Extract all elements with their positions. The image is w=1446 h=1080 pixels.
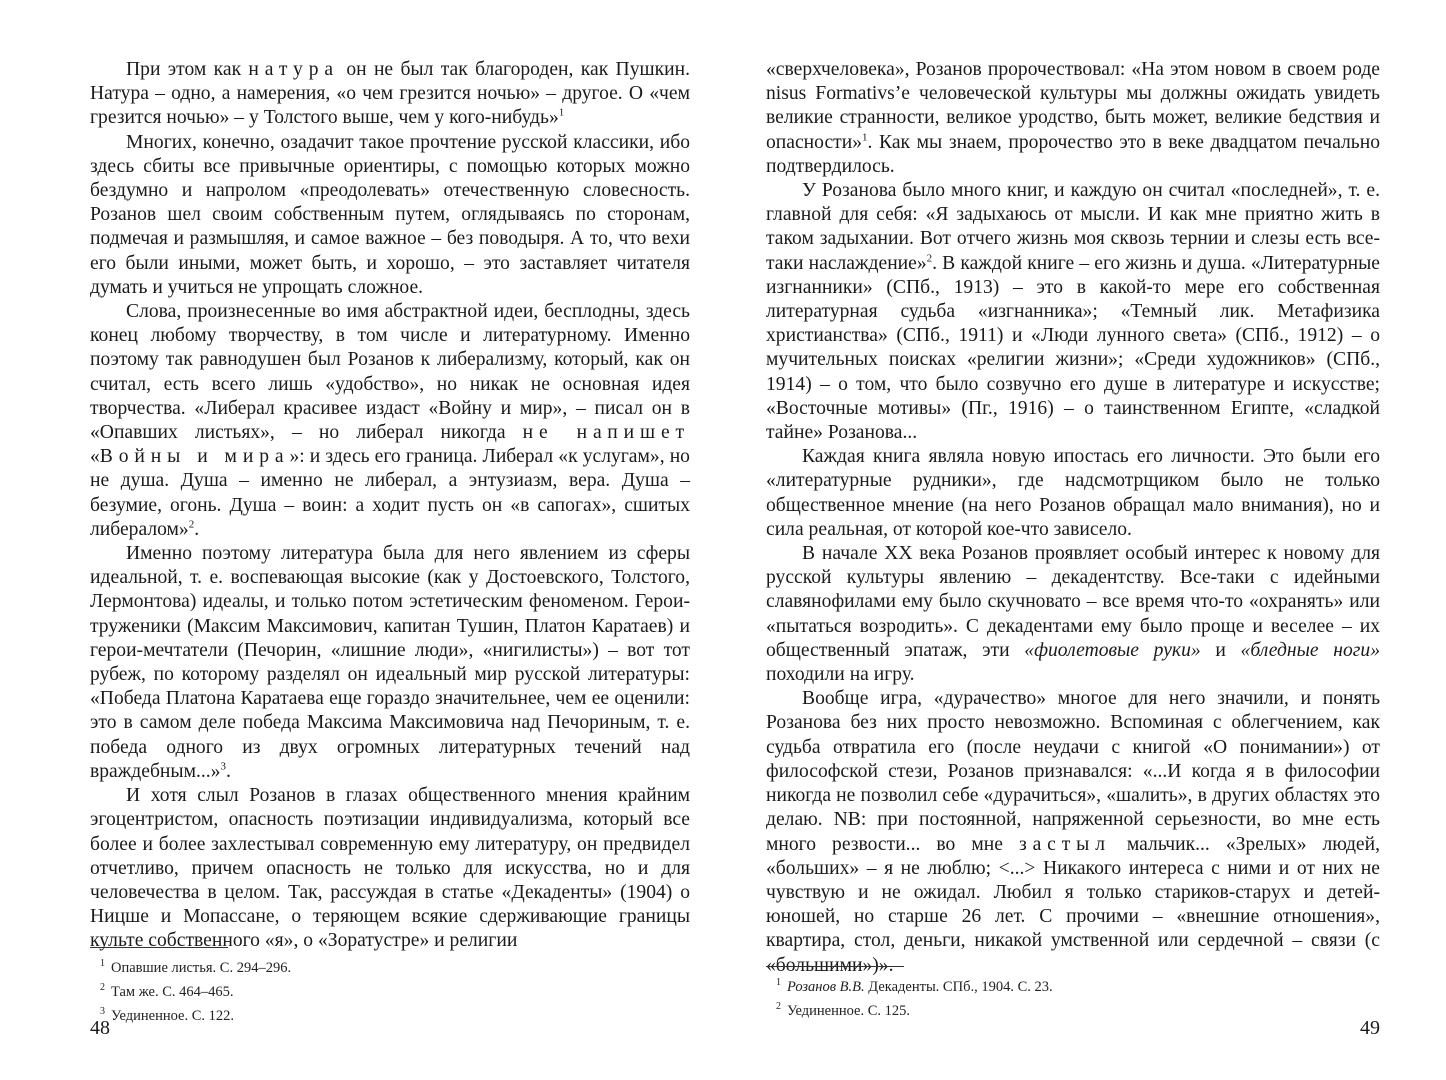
footnote-marker: 2 <box>926 252 933 265</box>
text-segment: и <box>1200 639 1241 661</box>
paragraph <box>90 784 690 953</box>
right-page <box>766 0 1380 1080</box>
text-segment: не напишет <box>522 422 691 444</box>
text-segment: . В каждой книге – его жизнь и душа. «Литературные изгнанники» (СПб., 1913) – это в какой-то мере его собственная литературная судьба «изгнанника»; «Темный лик. Метафизика христианства» (СПб., 1911) и «Люди лунного света» (СПб., 1912) – о мучительных поисках «религии жизни»; «Среди художников» (СПб., 1914) – о том, что было созвучно его душе в литературе и искусстве; «Восточные мотивы» (Пг., 1916) – о таинственном Египте, «сладкой тайне» Розанова... <box>766 252 1380 444</box>
footnote: $^1$ Розанов В.В. Декаденты. СПб., 1904. С. 23. <box>776 977 1053 995</box>
footnote-rule <box>766 966 904 967</box>
text-segment: . <box>225 760 231 782</box>
footnote-marker: 1 <box>558 106 565 119</box>
text-segment: Вообще игра, «дурачество» многое для него значили, и понять Розанова без них просто невозможно. Вспоминая с облегчением, как судьба отвратила его (после неудачи с книгой «О понимании») от философской стези, Розанов признавался: «...И когда я в философии никогда не позволил себе «дурачиться», «шалить», в других областях это делаю. NB: при постоянной, напряженной серьезности, во мне есть много резвости... во мне <box>766 688 1380 855</box>
paragraph <box>766 445 1380 542</box>
text-segment: « <box>90 446 100 468</box>
footnote: $^3$ Уединенное. С. 122. <box>100 1005 235 1024</box>
left-body-text <box>90 58 690 954</box>
text-segment: натура <box>248 59 339 80</box>
text-segment: Многих, конечно, озадачит такое прочтение русской классики, ибо здесь сбиты все привычные ориентиры, с помощью которых можно бездумно и напролом «преодолевать» отечественную словесность. Розанов шел своим собственным путем, оглядываясь по сторонам, подмечая и размышляя, и самое важное – без поводыря. А то, что вехи его были иными, может быть, и хорошо, – это заставляет читателя думать и учиться не упрощать сложное. <box>90 131 690 298</box>
paragraph <box>90 131 690 300</box>
text-segment: «фиолетовые руки» <box>1024 639 1201 661</box>
text-segment: . <box>194 518 200 540</box>
paragraph <box>90 300 690 542</box>
text-segment: Именно поэтому литература была для него явлением из сферы идеальной, т. е. воспевающая высокие (как у Достоевского, Толстого, Лермонтова) идеалы, и только потом эстетическим феноменом. Герои-труженики (Максим Максимович, капитан Тушин, Платон Каратаев) и герои-мечтатели (Печорин, «лишние люди», «нигилисты») – вот тот рубеж, по которому разделял он идеальный мир русской литературы: «Победа Платона Каратаева еще гораздо значительнее, чем ее оценили: это в самом деле победа Максима Максимовича над Печориным, т. е. победа одного из двух огромных литературных течений над враждебным...» <box>90 543 690 782</box>
text-segment: »: и здесь его граница. Либерал «к услугам», но не душа. Душа – именно не либерал, а энтузиазм, вера. Душа – безумие, огонь. Душа – воин: а ходит пусть он «в сапогах», сшитых либералом» <box>90 446 690 540</box>
left-page <box>90 0 690 1080</box>
page-number: 49 <box>1360 1017 1380 1039</box>
text-segment: При этом как <box>126 59 249 80</box>
footnote-marker: 3 <box>220 760 226 773</box>
text-segment: застыл <box>1018 833 1111 855</box>
footnote-rule <box>90 947 228 948</box>
text-segment: Войны и мира <box>99 446 290 468</box>
text-segment: он не был так благороден, как Пушкин. Натура – одно, а намерения, «о чем грезится ночью» – другое. О «чем грезится ночью» – у Толстого выше, чем у кого-нибудь» <box>90 59 690 129</box>
text-segment: В начале XX века Розанов проявляет особый интерес к новому для русской культуры явлению – декадентству. Все-таки с идейными славянофилами ему было скучновато – все время что-то «охранять» или «пытаться возродить». С декадентами ему было проще и веселее – их общественный эпатаж, эти <box>766 543 1380 661</box>
text-segment: Каждая книга являла новую ипостась его личности. Это были его «литературные рудники», где надсмотрщиком было не только общественное мнение (на него Розанов обращал мало внимания), но и сила реальная, от которой кое-что зависело. <box>766 446 1380 540</box>
footnote: $^2$ Там же. С. 464–465. <box>100 981 234 1000</box>
paragraph <box>766 58 1380 179</box>
text-segment: . Как мы знаем, пророчество это в веке двадцатом печально подтвердилось. <box>766 131 1380 177</box>
text-segment: Слова, произнесенные во имя абстрактной идеи, бесплодны, здесь конец любому творчеству, в том числе и литературному. Именно поэтому так равнодушен был Розанов к либерализму, который, как он считал, есть всего лишь «удобство», но никак не основная идея творчества. «Либерал красивее издаст «Войну и мир», – писал он в «Опавших листьях», – но либерал никогда <box>90 301 690 444</box>
paragraph <box>90 58 690 131</box>
text-segment: «бледные ноги» <box>1240 639 1380 661</box>
text-segment: походили на игру. <box>766 664 915 686</box>
right-footnotes <box>766 966 1380 1021</box>
footnote: $^1$ Опавшие листья. С. 294–296. <box>100 958 292 976</box>
paragraph <box>90 542 690 784</box>
footnote-marker: 2 <box>188 518 195 531</box>
left-footnotes <box>90 947 690 1025</box>
footnote: $^2$ Уединенное. С. 125. <box>776 1000 911 1019</box>
paragraph <box>766 179 1380 445</box>
footnote-marker: 1 <box>862 131 868 144</box>
paragraph <box>766 687 1380 977</box>
text-segment: мальчик... «Зрелых» людей, «больших» – я не люблю; <...> Никакого интереса с ними и от них не чувствую и не ожидал. Любил я только стариков-старух и детей-юношей, но старше 26 лет. С прочими – «внешние отношения», квартира, стол, деньги, никакой умственной или сердечной – связи (с «большими»)». <box>766 833 1381 976</box>
text-segment: И хотя слыл Розанов в глазах общественного мнения крайним эгоцентристом, опасность поэтизации индивидуализма, который все более и более захлестывал современную ему литературу, он предвидел отчетливо, причем опасность не только для искусства, но и для человечества в целом. Так, рассуждая в статье «Декаденты» (1904) о Ницше и Мопассане, о теряющем всякие сдерживающие границы культе собственного «я», о «Зоратустре» и религии <box>90 785 690 952</box>
right-body-text <box>766 58 1380 978</box>
page-number: 48 <box>90 1017 110 1039</box>
paragraph <box>766 542 1380 687</box>
text-segment: «сверхчеловека», Розанов пророчествовал: «На этом новом в своем роде nisus Formativs’е человеческой культуры мы должны ожидать увидеть великие странности, великое уродство, быть может, великие бедствия и опасности» <box>766 59 1380 153</box>
text-segment: У Розанова было много книг, и каждую он считал «последней», т. е. главной для себя: «Я задыхаюсь от мысли. И как мне приятно жить в таком задыхании. Вот отчего жизнь моя сквозь тернии и слезы есть все-таки наслаждение» <box>766 180 1380 274</box>
